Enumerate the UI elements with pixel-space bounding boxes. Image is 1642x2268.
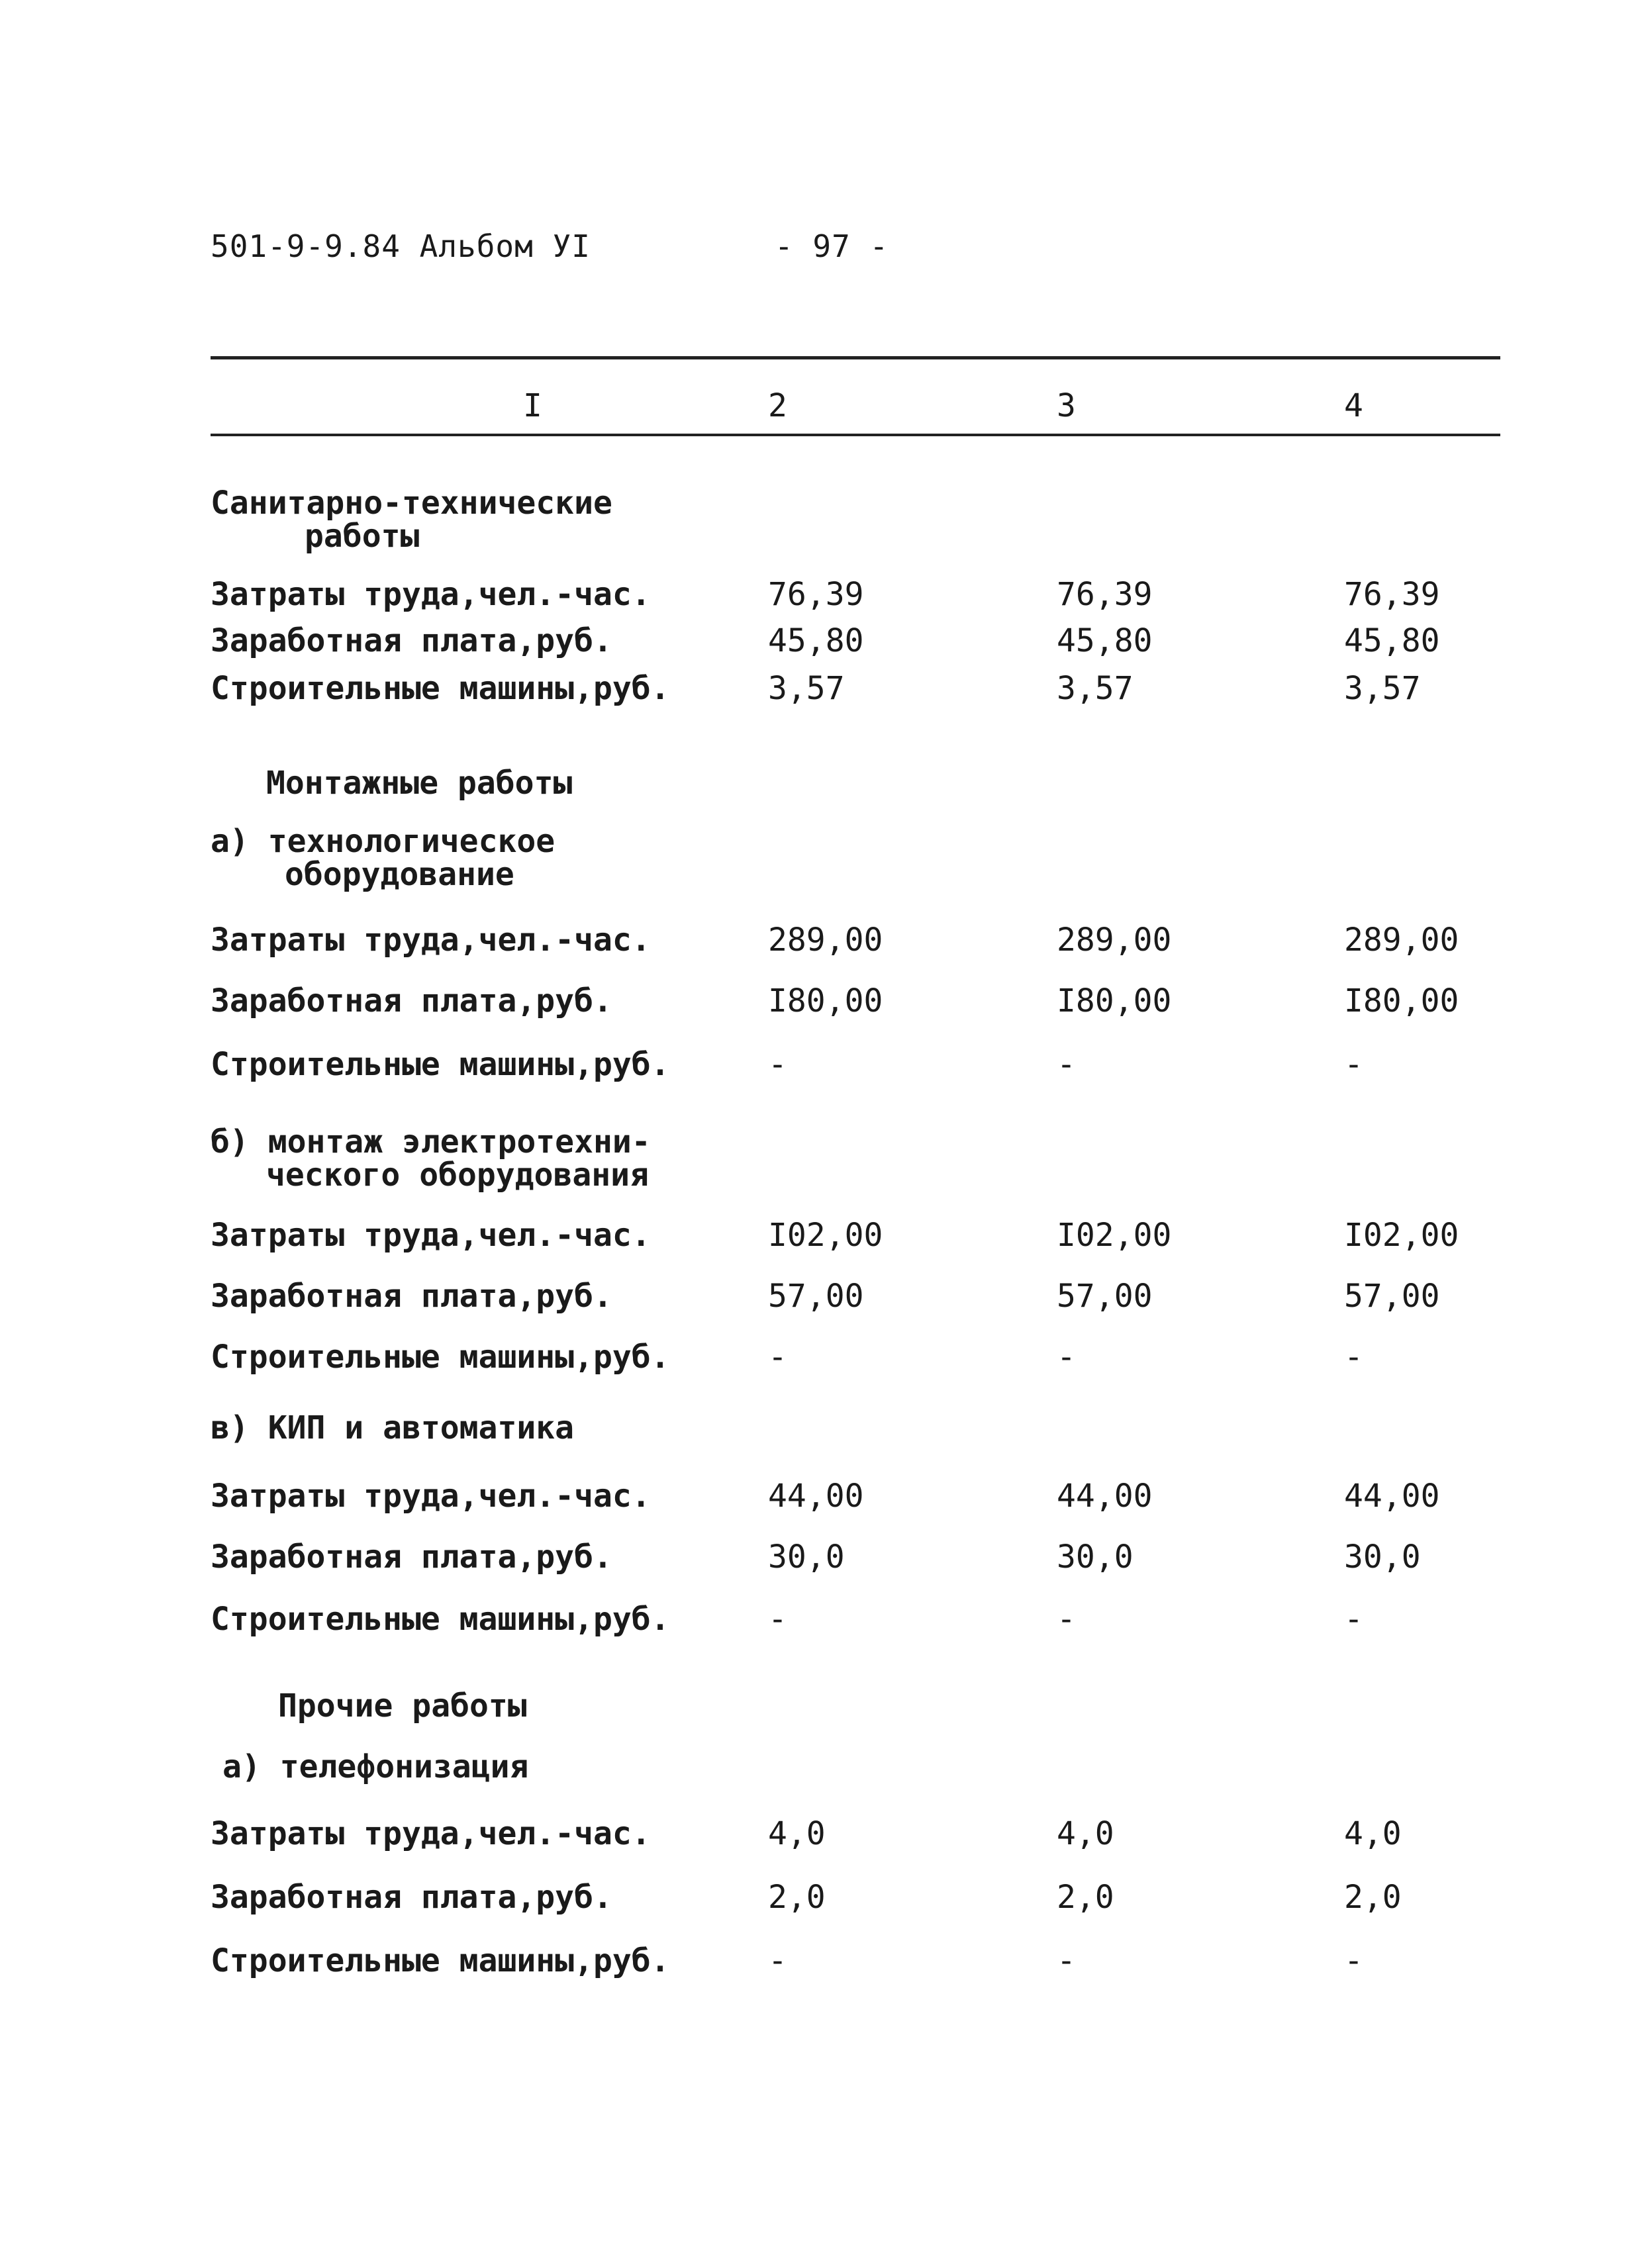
column-header-2: 2 [768, 387, 787, 424]
cell-col-4: - [1344, 1942, 1363, 1979]
table-row [0, 1815, 1642, 1855]
cell-col-3: 44,00 [1057, 1478, 1153, 1515]
cell-col-4: I80,00 [1344, 982, 1459, 1019]
table-row [0, 1879, 1642, 1918]
cell-col-3: 2,0 [1057, 1879, 1114, 1916]
section-title-sanitary-cont: работы [305, 518, 420, 555]
cell-col-4: 44,00 [1344, 1478, 1440, 1515]
table-header-rule [211, 434, 1500, 436]
cell-col-2: 76,39 [768, 576, 864, 613]
section-title-other: Прочие работы [278, 1687, 527, 1725]
cell-col-2: 44,00 [768, 1478, 864, 1515]
cell-col-3: 45,80 [1057, 622, 1153, 659]
table-row [0, 1046, 1642, 1086]
cell-col-2: I02,00 [768, 1217, 883, 1254]
row-label: Строительные машины,руб. [211, 1942, 670, 1979]
subsection-title-electrical-cont: ческого оборудования [266, 1157, 649, 1194]
cell-col-2: 30,0 [768, 1538, 845, 1576]
cell-col-4: 76,39 [1344, 576, 1440, 613]
cell-col-3: 57,00 [1057, 1278, 1153, 1315]
cell-col-4: 3,57 [1344, 670, 1421, 707]
table-row [0, 1339, 1642, 1378]
cell-col-2: - [768, 1942, 787, 1979]
cell-col-4: I02,00 [1344, 1217, 1459, 1254]
cell-col-2: - [768, 1046, 787, 1083]
table-row [0, 1601, 1642, 1640]
row-label: Строительные машины,руб. [211, 1601, 670, 1638]
page-number: - 97 - [775, 228, 889, 264]
cell-col-2: 3,57 [768, 670, 845, 707]
cell-col-4: - [1344, 1601, 1363, 1638]
cell-col-4: 4,0 [1344, 1815, 1402, 1852]
cell-col-4: 289,00 [1344, 921, 1459, 959]
cell-col-3: 3,57 [1057, 670, 1134, 707]
cell-col-2: I80,00 [768, 982, 883, 1019]
table-row [0, 622, 1642, 662]
cell-col-2: - [768, 1601, 787, 1638]
table-row [0, 1942, 1642, 1982]
subsection-title-tech: а) технологическое [211, 823, 555, 860]
subsection-title-tech-cont: оборудование [285, 856, 514, 893]
table-row [0, 1217, 1642, 1256]
table-top-rule [211, 356, 1500, 359]
row-label: Заработная плата,руб. [211, 1879, 612, 1916]
cell-col-3: 289,00 [1057, 921, 1172, 959]
cell-col-3: I02,00 [1057, 1217, 1172, 1254]
column-header-1: I [523, 387, 542, 424]
row-label: Затраты труда,чел.-час. [211, 1815, 651, 1852]
subsection-title-telephony: а) телефонизация [222, 1748, 529, 1785]
cell-col-2: 2,0 [768, 1879, 826, 1916]
cell-col-3: - [1057, 1046, 1076, 1083]
cell-col-3: 4,0 [1057, 1815, 1114, 1852]
table-row [0, 921, 1642, 961]
table-row [0, 670, 1642, 710]
column-header-3: 3 [1057, 387, 1076, 424]
row-label: Строительные машины,руб. [211, 1339, 670, 1376]
row-label: Строительные машины,руб. [211, 670, 670, 707]
cell-col-4: 45,80 [1344, 622, 1440, 659]
subsection-title-electrical: б) монтаж электротехни- [211, 1123, 651, 1160]
cell-col-3: 76,39 [1057, 576, 1153, 613]
row-label: Заработная плата,руб. [211, 1538, 612, 1576]
row-label: Затраты труда,чел.-час. [211, 576, 651, 613]
cell-col-3: 30,0 [1057, 1538, 1134, 1576]
cell-col-4: - [1344, 1046, 1363, 1083]
cell-col-4: 2,0 [1344, 1879, 1402, 1916]
row-label: Заработная плата,руб. [211, 622, 612, 659]
row-label: Строительные машины,руб. [211, 1046, 670, 1083]
cell-col-3: - [1057, 1339, 1076, 1376]
row-label: Затраты труда,чел.-час. [211, 1478, 651, 1515]
row-label: Заработная плата,руб. [211, 982, 612, 1019]
section-title-sanitary: Санитарно-технические [211, 485, 612, 522]
cell-col-2: 45,80 [768, 622, 864, 659]
row-label: Затраты труда,чел.-час. [211, 1217, 651, 1254]
cell-col-2: - [768, 1339, 787, 1376]
cell-col-2: 4,0 [768, 1815, 826, 1852]
row-label: Затраты труда,чел.-час. [211, 921, 651, 959]
document-reference: 501-9-9.84 Альбом УI [211, 228, 591, 264]
table-row [0, 1278, 1642, 1317]
cell-col-3: I80,00 [1057, 982, 1172, 1019]
cell-col-4: 57,00 [1344, 1278, 1440, 1315]
table-row [0, 1538, 1642, 1578]
column-header-4: 4 [1344, 387, 1363, 424]
table-row [0, 982, 1642, 1022]
cell-col-4: 30,0 [1344, 1538, 1421, 1576]
row-label: Заработная плата,руб. [211, 1278, 612, 1315]
cell-col-4: - [1344, 1339, 1363, 1376]
cell-col-2: 57,00 [768, 1278, 864, 1315]
table-row [0, 576, 1642, 616]
cell-col-3: - [1057, 1942, 1076, 1979]
section-title-montage: Монтажные работы [266, 765, 573, 802]
table-row [0, 1478, 1642, 1517]
cell-col-3: - [1057, 1601, 1076, 1638]
subsection-title-kip: в) КИП и автоматика [211, 1409, 575, 1446]
cell-col-2: 289,00 [768, 921, 883, 959]
